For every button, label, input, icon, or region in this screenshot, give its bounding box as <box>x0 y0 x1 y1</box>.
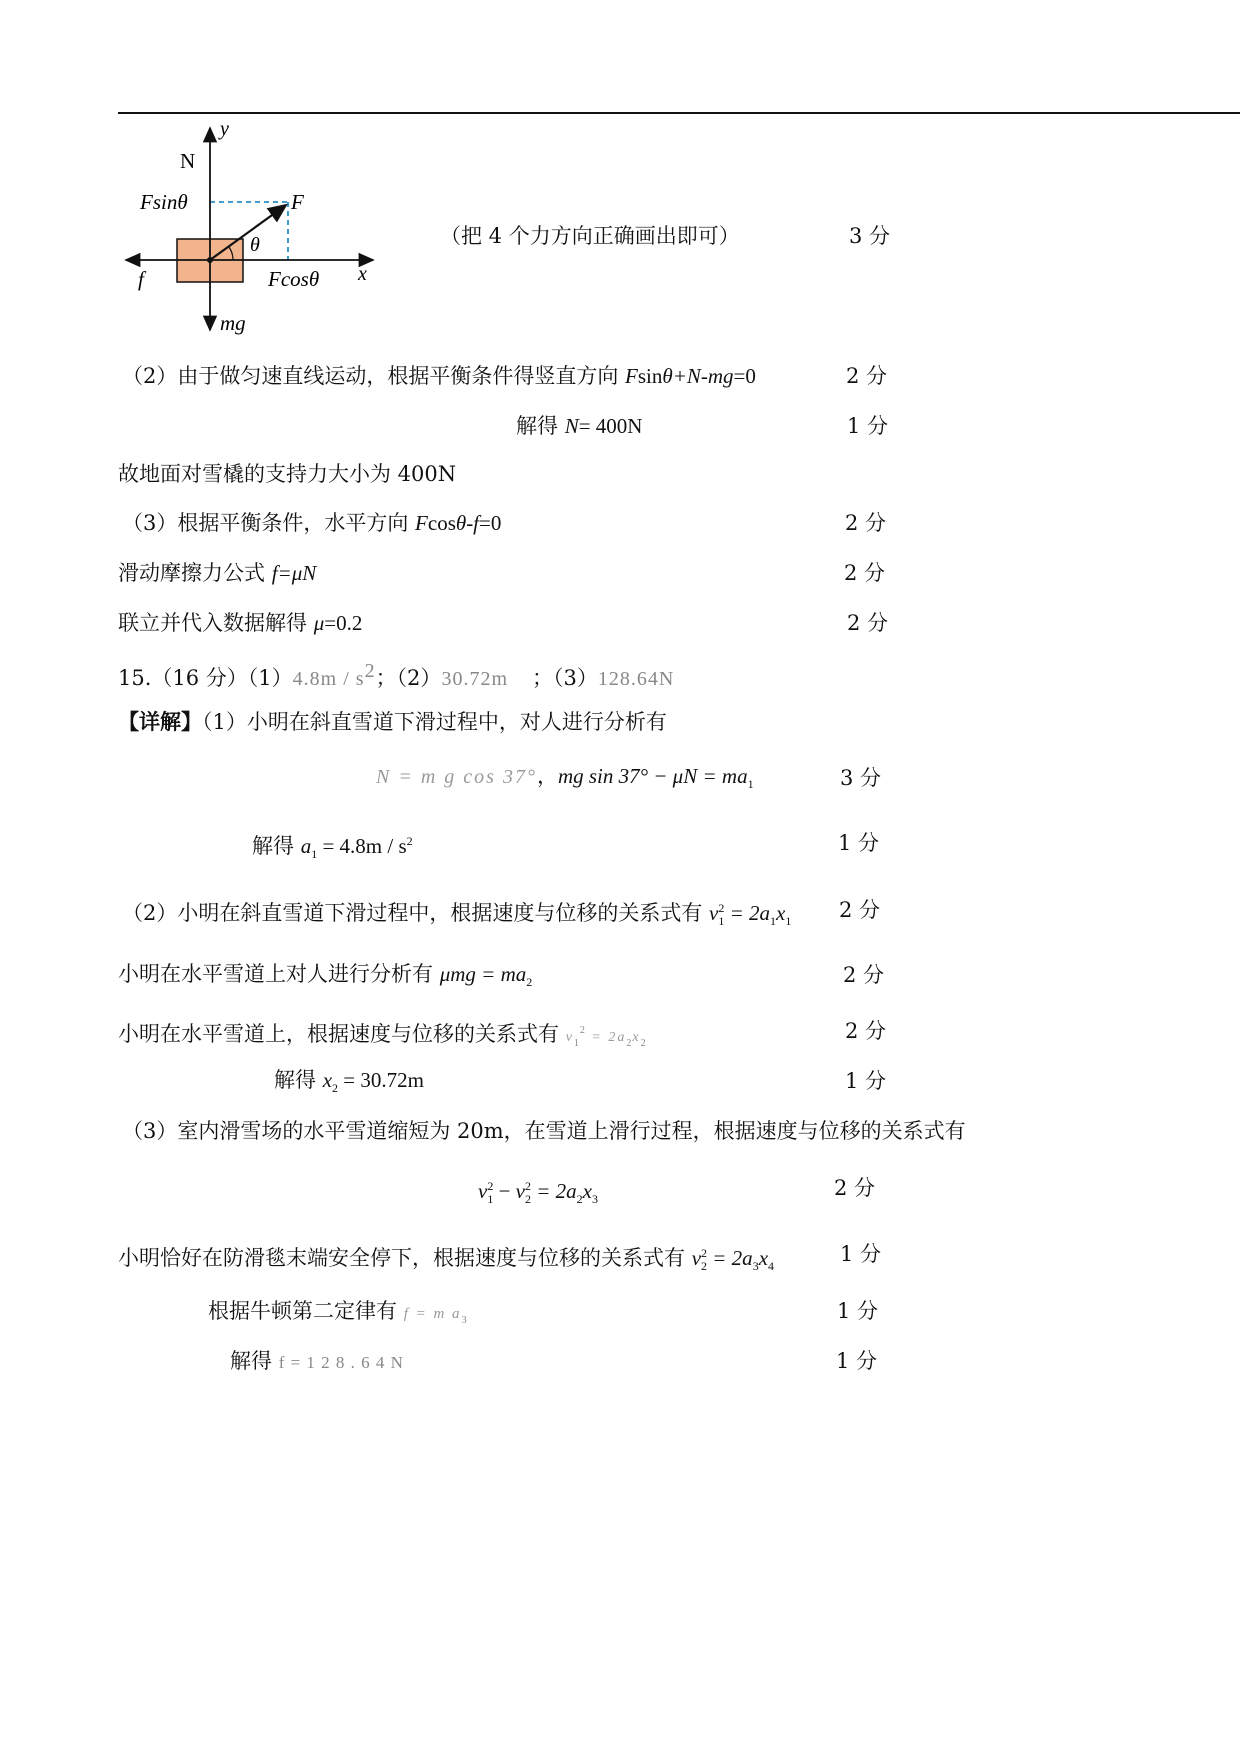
equation-normal-and-newton: N = m g cos 37°，mg $\sin 37^\circ - \mu N = ma_1$ <box>376 764 754 792</box>
detail-step-1: 【详解】（1）小明在斜直雪道下滑过程中，对人进行分析有 <box>118 709 667 734</box>
step-2-velocity-displacement: （2）小明在斜直雪道下滑过程中，根据速度与位移的关系式有 $v_1^2 = 2a_1x_1$ <box>122 901 792 929</box>
force-diagram <box>118 118 388 338</box>
label-f: f <box>138 267 144 291</box>
label-y: y <box>220 118 229 140</box>
score: 2 分 <box>844 561 886 585</box>
score: 1 分 <box>847 414 889 438</box>
score: 1 分 <box>840 1242 882 1266</box>
label-Fcos: Fcosθ <box>268 267 320 291</box>
score: 2 分 <box>846 364 888 388</box>
score: 2 分 <box>845 1019 887 1043</box>
label-x: x <box>358 263 367 285</box>
score: 2 分 <box>845 511 887 535</box>
header-rule <box>118 112 1240 114</box>
stop-at-mat-end: 小明恰好在防滑毯末端安全停下，根据速度与位移的关系式有 $v_2^2 = 2a_3x_4$ <box>118 1246 775 1274</box>
step-2-vertical-balance: （2）由于做匀速直线运动，根据平衡条件得竖直方向 Fsinθ+N-mg=0 <box>122 364 756 388</box>
horizontal-velocity-displacement: 小明在水平雪道上，根据速度与位移的关系式有 $v_1^2 = 2a_2x_2$ <box>118 1022 647 1050</box>
label-theta: θ <box>250 234 260 256</box>
solve-f: 解得 f = 1 2 8 . 6 4 N <box>230 1349 404 1373</box>
score: 1 分 <box>836 1349 878 1373</box>
horizontal-analysis: 小明在水平雪道上对人进行分析有 $\mu mg = ma_2$ <box>118 962 533 990</box>
q15-answers: 15.（16 分）$(1)4.8m / s^2$；（2）30.72m ；（3）128.64N <box>118 660 675 690</box>
origin-dot <box>207 257 213 263</box>
equation-v1-v2: $v_1^2 - v_2^2 = 2a_2x_3$ <box>478 1179 598 1207</box>
score: 2 分 <box>839 898 881 922</box>
force-f-arrow <box>210 205 286 260</box>
support-force-conclusion: 故地面对雪橇的支持力大小为 400N <box>118 462 457 486</box>
step-3-horizontal-balance: （3）根据平衡条件，水平方向 Fcosθ-f=0 <box>122 511 502 535</box>
score: 3 分 <box>849 224 891 248</box>
label-F: F <box>291 190 304 214</box>
score: 2 分 <box>847 611 889 635</box>
score: 2 分 <box>843 963 885 987</box>
solve-a1: 解得 $a_1 = 4.8m / s^2$ <box>252 834 413 862</box>
label-Fsin: Fsinθ <box>140 190 188 214</box>
solve-mu: 联立并代入数据解得 μ=0.2 <box>118 611 363 635</box>
solve-x2: 解得 $x_2 = 30.72m$ <box>274 1068 424 1096</box>
score: 1 分 <box>838 831 880 855</box>
score: 1 分 <box>845 1069 887 1093</box>
score: 3 分 <box>840 766 882 790</box>
score: 1 分 <box>837 1299 879 1323</box>
newton-second-law: 根据牛顿第二定律有 f = m $a_3$ <box>208 1299 468 1327</box>
step-3-shortened-track: （3）室内滑雪场的水平雪道缩短为 20m，在雪道上滑行过程，根据速度与位移的关系式有 <box>122 1119 966 1143</box>
solve-N: 解得 N= 400N <box>516 414 643 438</box>
note-draw-forces: （把 4 个力方向正确画出即可） <box>440 224 740 248</box>
label-mg: mg <box>220 311 246 335</box>
friction-formula: 滑动摩擦力公式 f=μN <box>118 561 317 585</box>
label-N: N <box>180 149 196 173</box>
score: 2 分 <box>834 1176 876 1200</box>
